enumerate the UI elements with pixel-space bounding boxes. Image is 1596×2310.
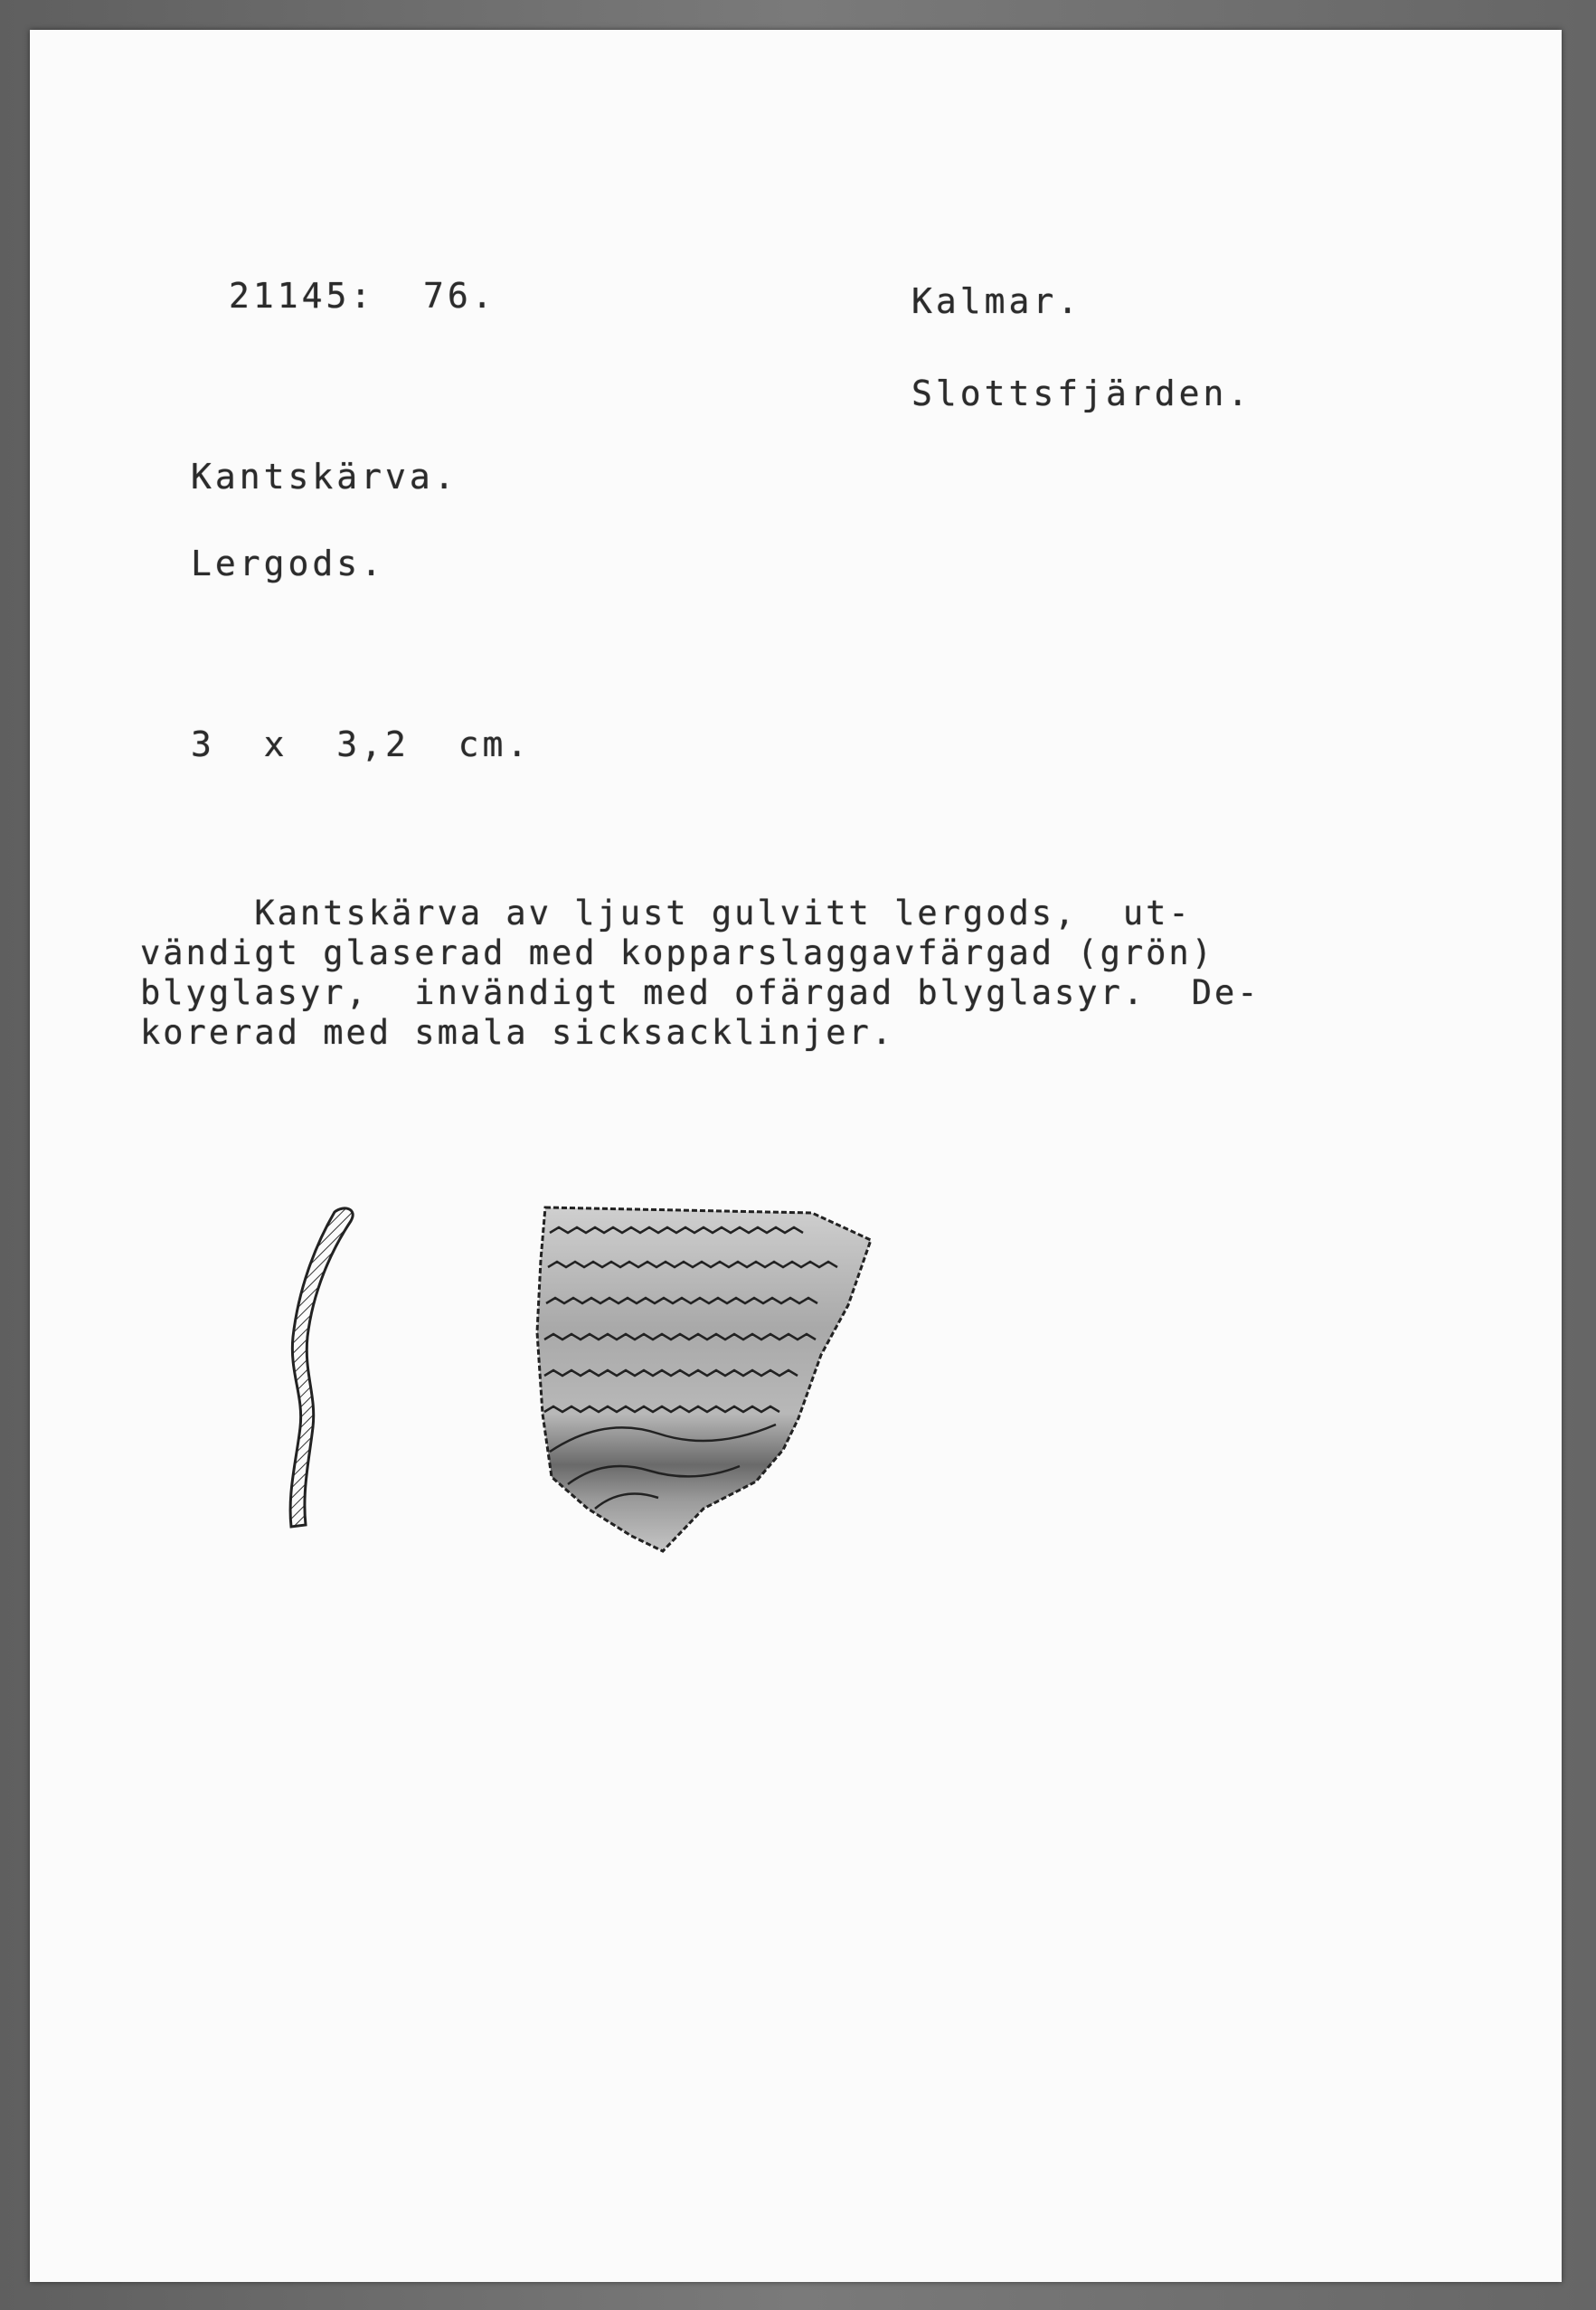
site-city: Kalmar. — [911, 281, 1082, 321]
description-line: korerad med smala sicksacklinjer. — [140, 1013, 895, 1052]
catalog-number: 21145: 76. — [229, 276, 496, 316]
description-line: Kantskärva av ljust gulvitt lergods, ut- — [140, 894, 1192, 933]
object-type: Kantskärva. — [191, 457, 458, 497]
description — [140, 894, 1478, 1053]
site-location: Slottsfjärden. — [911, 374, 1252, 413]
sherd-drawing — [532, 1197, 902, 1567]
sherd-outline — [537, 1207, 871, 1551]
catalog-card — [30, 30, 1562, 2282]
profile-drawing — [260, 1201, 369, 1545]
description-line: blyglasyr, invändigt med ofärgad blyglasyr. De- — [140, 973, 1261, 1012]
material: Lergods. — [191, 544, 386, 583]
dimensions: 3 x 3,2 cm. — [191, 724, 532, 764]
profile-shape — [290, 1208, 353, 1527]
description-line: vändigt glaserad med kopparslaggavfärgad (grön) — [140, 933, 1214, 972]
